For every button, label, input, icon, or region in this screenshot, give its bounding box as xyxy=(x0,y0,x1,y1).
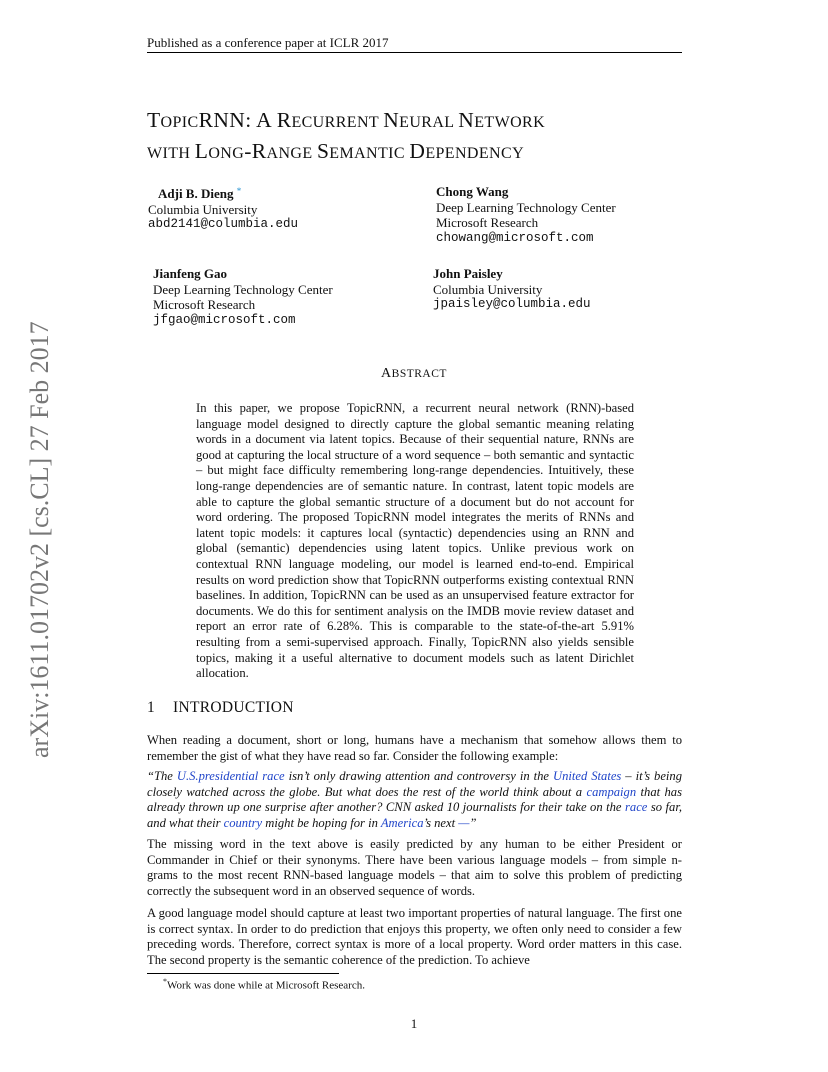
author-email: chowang@microsoft.com xyxy=(436,230,594,245)
section-number: 1 xyxy=(147,699,156,716)
title-line-1: TOPICRNN: A RECURRENT NEURAL NETWORK xyxy=(147,108,546,132)
section-heading xyxy=(147,699,294,717)
quote-text: that has already thrown up one surprise after another? CNN asked 10 journalists for their take on the xyxy=(147,784,682,815)
section-title: INTRODUCTION xyxy=(173,699,294,716)
quote-text: might be hoping for in xyxy=(262,815,381,830)
quote-text: – it’s being closely watched across the globe. But what does the rest of the world think about a xyxy=(147,769,682,799)
author-affiliation: Deep Learning Technology Center xyxy=(436,199,616,215)
running-header: Published as a conference paper at ICLR 2017 xyxy=(147,35,389,50)
quote-text: ’s next xyxy=(423,815,459,830)
author-affiliation: Columbia University xyxy=(433,281,543,297)
footnote-rule xyxy=(147,973,339,974)
intro-paragraph: When reading a document, short or long, humans have a mechanism that somehow allows them to remember the gist of what they have read so far. Consider the following example: xyxy=(147,733,682,763)
intro-paragraph: The missing word in the text above is easily predicted by any human to be either President or Commander in Chief or their synonyms. There have been various language models – from simple n-grams to the most recent RNN-based language models – that aim to solve this problem of predicting correctly the subsequent word in an observed sequence of words. xyxy=(147,837,682,898)
quote-link[interactable]: America xyxy=(380,815,424,830)
author-email: abd2141@columbia.edu xyxy=(148,217,299,231)
title-line-2: WITH LONG-RANGE SEMANTIC DEPENDENCY xyxy=(147,139,525,163)
arxiv-stamp xyxy=(14,290,58,760)
arxiv-stamp-text: arXiv:1611.01702v2 [cs.CL] 27 Feb 2017 xyxy=(25,321,54,758)
example-quote xyxy=(147,769,682,831)
footnote xyxy=(163,977,365,992)
author-block xyxy=(148,184,299,233)
author-affiliation: Deep Learning Technology Center xyxy=(153,281,333,297)
author-affiliation: Microsoft Research xyxy=(153,297,256,312)
quote-link[interactable]: United States xyxy=(552,769,622,783)
author-name: Jianfeng Gao xyxy=(153,266,228,281)
author-name: Chong Wang xyxy=(436,184,509,199)
quote-link[interactable]: country xyxy=(223,815,263,830)
author-email: jfgao@microsoft.com xyxy=(153,312,296,327)
author-block xyxy=(433,266,591,313)
header-rule xyxy=(147,52,682,53)
quote-link[interactable]: U.S.presidential race xyxy=(176,769,285,783)
author-email: jpaisley@columbia.edu xyxy=(433,297,591,311)
footnote-text: Work was done while at Microsoft Research. xyxy=(167,979,365,992)
paper-title xyxy=(147,106,687,168)
abstract-heading: ABSTRACT xyxy=(381,366,447,381)
author-affiliation: Microsoft Research xyxy=(436,215,539,230)
quote-text: ” xyxy=(469,815,477,830)
page-number: 1 xyxy=(410,1016,418,1031)
author-block xyxy=(436,184,616,246)
quote-link[interactable]: — xyxy=(458,815,470,830)
author-affiliation: Columbia University xyxy=(148,201,258,217)
abstract-text: In this paper, we propose TopicRNN, a recurrent neural network (RNN)-based language model designed to directly capture the global semantic meaning relating words in a document via latent topics. Because of their sequential nature, RNNs are good at capturing the local structure of a word sequence – both semantic and syntactic – but might face difficulty remembering long-range dependencies. Intuitively, these long-range dependencies are of semantic nature. In contrast, latent topic models are able to capture the global semantic structure of a document but do not account for word ordering. The proposed TopicRNN model integrates the merits of RNNs and latent topic models: it captures local (syntactic) dependencies using an RNN and global (semantic) dependencies using latent topics. Unlike previous work on contextual RNN language modeling, our model is learned end-to-end. Empirical results on word prediction show that TopicRNN outperforms existing contextual RNN baselines. In addition, TopicRNN can be used as an unsupervised feature extractor for documents. We do this for sentiment analysis on the IMDB movie review dataset and report an error rate of 6.28%. This is comparable to the state-of-the-art 5.91% resulting from a semi-supervised approach. Finally, TopicRNN also yields sensible topics, making it a useful alternative to document models such as latent Dirichlet allocation. xyxy=(196,401,634,681)
affiliation-mark[interactable]: * xyxy=(236,186,242,196)
footnote-mark: * xyxy=(163,977,167,986)
author-block xyxy=(153,266,333,328)
quote-link[interactable]: campaign xyxy=(586,784,637,799)
quote-text: “The xyxy=(147,769,177,783)
intro-paragraph: A good language model should capture at least two important properties of natural language. The first one is correct syntax. In order to do prediction that enjoys this property, we often only need to consider a few preceding words. Therefore, correct syntax is more of a local property. Word order matters in this case. The second property is the semantic coherence of the prediction. To achieve xyxy=(147,906,682,967)
quote-text: isn’t only drawing attention and controversy in the xyxy=(284,769,553,783)
author-name: John Paisley xyxy=(433,266,503,281)
quote-text: so far, and what their xyxy=(147,800,682,830)
author-name: Adji B. Dieng xyxy=(158,186,234,201)
quote-link[interactable]: race xyxy=(625,800,648,815)
